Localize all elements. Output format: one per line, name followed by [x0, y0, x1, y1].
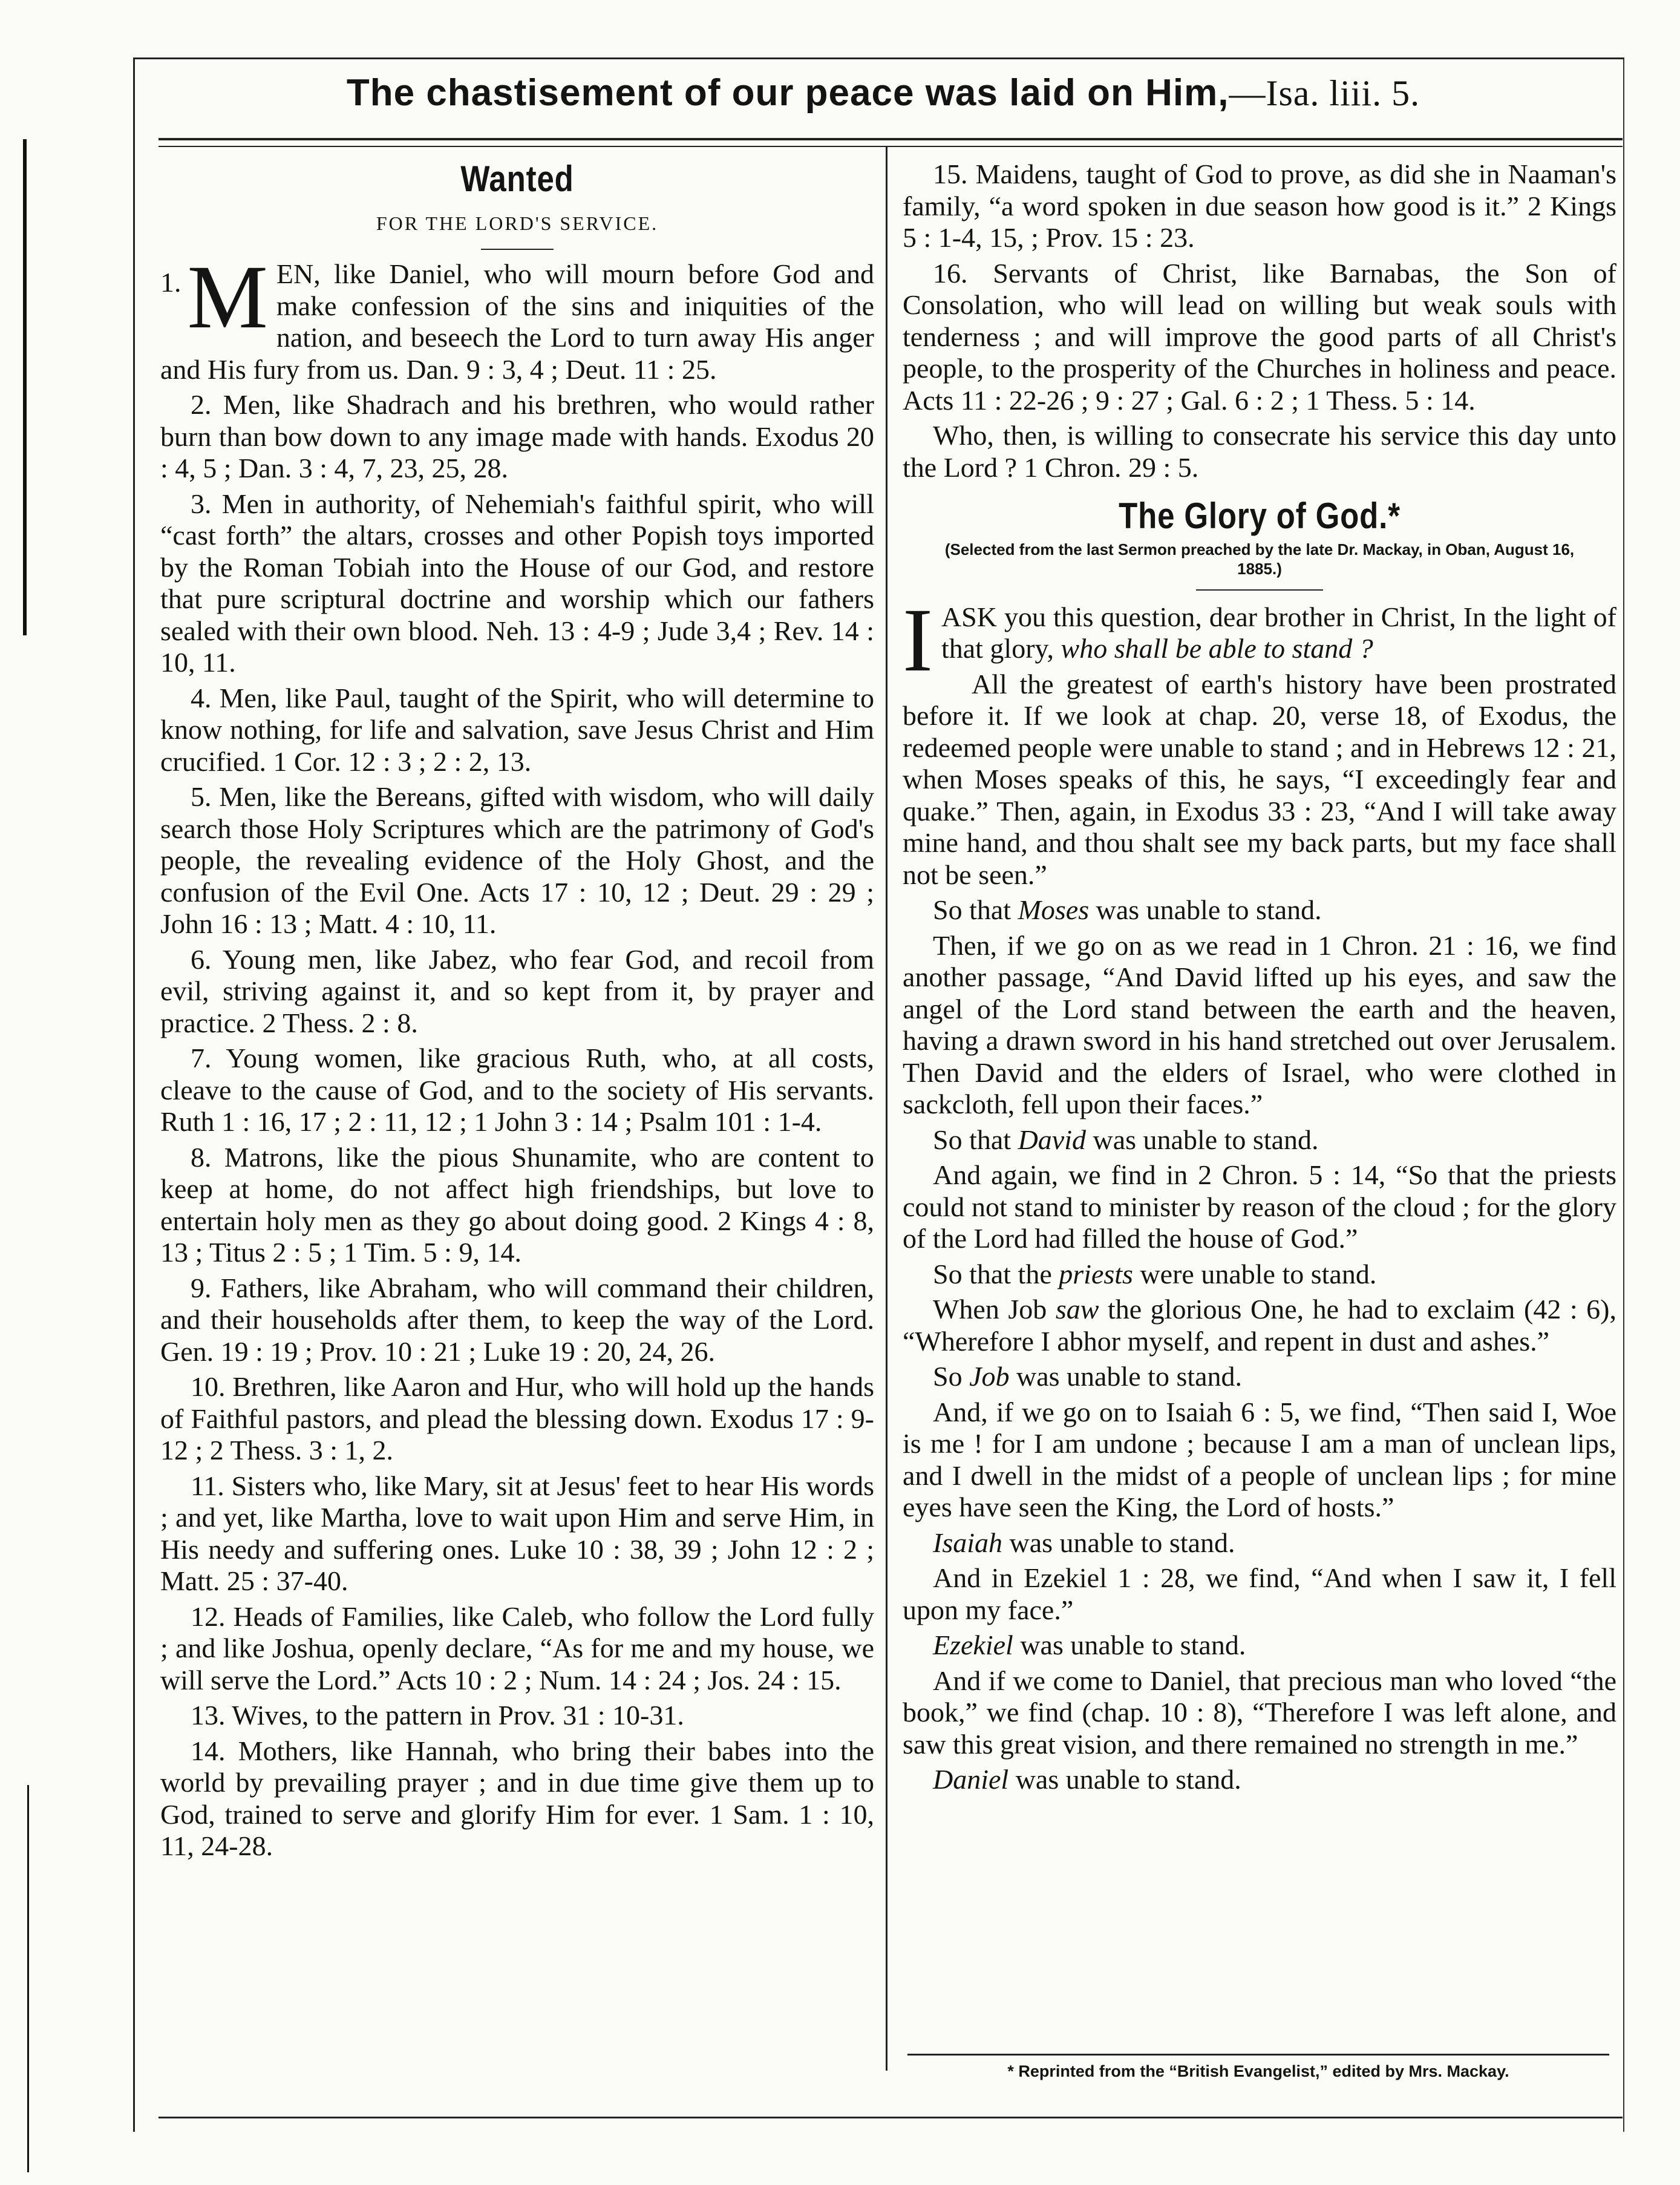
left-column [160, 159, 874, 1866]
refrain-name: David [1018, 1124, 1086, 1155]
header-reference: —Isa. liii. 5. [1229, 73, 1420, 113]
refrain-line [903, 1361, 1616, 1393]
list-item: 8. Matrons, like the pious Shunamite, who are content to keep at home, do not affect high friendships, but love to entertain holy men as they go about doing good. 2 Kings 4 : 8, 13 ; Titus 2 : 5 ; 1 Tim. 5 : 9, 14. [160, 1141, 874, 1268]
paragraph-text: ASK you this question, dear brother in Christ, In the light of that glory, [941, 601, 1616, 664]
list-item: 11. Sisters who, like Mary, sit at Jesus' feet to hear His words ; and yet, like Martha, love to wait upon Him and serve Him, in His needy and suffering ones. Luke 10 : 38, 39 ; John 12 : 2 ; Matt. 25 : 37-40. [160, 1470, 874, 1596]
drop-cap: I [903, 589, 933, 690]
refrain-post: was unable to stand. [1002, 1527, 1235, 1558]
header-rule [159, 138, 1623, 147]
list-item: 4. Men, like Paul, taught of the Spirit, who will determine to know nothing, for life and salvation, save Jesus Christ and Him crucified. 1 Cor. 12 : 3 ; 2 : 2, 13. [160, 682, 874, 777]
right-column [903, 159, 1616, 1800]
closing-question: Who, then, is willing to consecrate his service this day unto the Lord ? 1 Chron. 29 : 5. [903, 420, 1616, 483]
item-number: 1. [160, 267, 181, 298]
margin-mark [23, 139, 27, 635]
paragraph-text: When Job [933, 1294, 1056, 1325]
refrain-line [903, 894, 1616, 926]
section-subheading: FOR THE LORD'S SERVICE. [376, 212, 659, 234]
list-item: 15. Maidens, taught of God to prove, as did she in Naaman's family, “a word spoken in due season how good is it.” 2 Kings 5 : 1-4, 15, ; Prov. 15 : 23. [903, 159, 1616, 253]
refrain-line [903, 1764, 1616, 1796]
margin-mark [27, 1785, 29, 2172]
paragraph: And, if we go on to Isaiah 6 : 5, we find, “Then said I, Woe is me ! for I am undone ; because I am a man of unclean lips, and I dwell in the midst of a people of unclean lips ; for mine eyes have seen the King, the Lord of hosts.” [903, 1396, 1616, 1522]
refrain-post: were unable to stand. [1133, 1258, 1377, 1289]
paragraph [903, 589, 1616, 690]
refrain-name: Ezekiel [933, 1630, 1013, 1660]
paragraph [903, 1294, 1616, 1357]
footnote-rule [907, 2054, 1609, 2056]
refrain-line [903, 1630, 1616, 1662]
item-text: EN, like Daniel, who will mourn before God and make confession of the sins and iniquities of the nation, and beseech the Lord to turn away His anger and His fury from us. Dan. 9 : 3, 4 ; Deut. 11 : 25. [160, 258, 874, 385]
list-item: 14. Mothers, like Hannah, who bring their babes into the world by prevailing prayer ; and in due time give them up to God, trained to serve and glorify Him for ever. 1 Sam. 1 : 10, 11, 24-28. [160, 1735, 874, 1861]
list-item: 2. Men, like Shadrach and his brethren, who would rather burn than bow down to any image made with hands. Exodus 20 : 4, 5 ; Dan. 3 : 4, 7, 23, 25, 28. [160, 389, 874, 483]
emphasis-text: who shall be able to stand ? [1061, 633, 1373, 664]
section-heading-wanted: Wanted [460, 159, 574, 199]
list-item: 16. Servants of Christ, like Barnabas, the Son of Consolation, who will lead on willing but weak souls with tenderness ; and will improve the good parts of all Christ's people, to the prosperity of the Churches in holiness and peace. Acts 11 : 22-26 ; 9 : 27 ; Gal. 6 : 2 ; 1 Thess. 5 : 14. [903, 257, 1616, 416]
column-divider [886, 146, 887, 2071]
header-title-text: The chastisement of our peace was laid on Him, [346, 72, 1229, 114]
refrain-pre: So that [933, 1124, 1018, 1155]
drop-cap: M [187, 247, 268, 347]
refrain-name: Job [969, 1361, 1010, 1392]
section-heading-glory: The Glory of God.* [1119, 496, 1401, 536]
list-item: 3. Men in authority, of Nehemiah's faithful spirit, who will “cast forth” the altars, crosses and other Popish toys imported by the Roman Tobiah into the House of our God, and restore that pure scriptural doctrine and worship which our fathers sealed with their own blood. Neh. 13 : 4-9 ; Jude 3,4 ; Rev. 14 : 10, 11. [160, 488, 874, 678]
refrain-line [903, 1124, 1616, 1156]
refrain-name: Moses [1018, 894, 1090, 925]
refrain-post: was unable to stand. [1009, 1361, 1243, 1392]
emphasis-text: saw [1055, 1294, 1099, 1325]
list-item: 9. Fathers, like Abraham, who will command their children, and their households after them, to keep the way of the Lord. Gen. 19 : 19 ; Prov. 10 : 21 ; Luke 19 : 20, 24, 26. [160, 1272, 874, 1367]
paragraph-text: the glorious One, he had to exclaim (42 : 6), “Wherefore I abhor myself, and repent in dust and ashes.” [903, 1294, 1616, 1357]
list-item: 12. Heads of Families, like Caleb, who follow the Lord fully ; and like Joshua, openly declare, “As for me and my house, we will serve the Lord.” Acts 10 : 2 ; Num. 14 : 24 ; Jos. 24 : 15. [160, 1600, 874, 1695]
paragraph: And if we come to Daniel, that precious man who loved “the book,” we find (chap. 10 : 8), “Therefore I was left alone, and saw this great vision, and there remained no strength in me.” [903, 1665, 1616, 1760]
refrain-post: was unable to stand. [1089, 894, 1322, 925]
refrain-line [903, 1259, 1616, 1291]
list-item [160, 247, 874, 385]
sermon-source-note: (Selected from the last Sermon preached by the late Dr. Mackay, in Oban, August 16, 1885.) [944, 540, 1575, 578]
refrain-name: Daniel [933, 1764, 1009, 1795]
short-rule [481, 249, 554, 250]
list-item: 10. Brethren, like Aaron and Hur, who will hold up the hands of Faithful pastors, and plead the blessing down. Exodus 17 : 9-12 ; 2 Thess. 3 : 1, 2. [160, 1371, 874, 1466]
refrain-name: Isaiah [933, 1527, 1002, 1558]
paragraph: And again, we find in 2 Chron. 5 : 14, “So that the priests could not stand to minister by reason of the cloud ; for the glory of the Lord had filled the house of God.” [903, 1159, 1616, 1254]
paragraph: All the greatest of earth's history have been prostrated before it. If we look at chap. 20, verse 18, of Exodus, the redeemed people were unable to stand ; and in Hebrews 12 : 21, when Moses speaks of this, he says, “I exceedingly fear and quake.” Then, again, in Exodus 33 : 23, “And I will take away mine hand, and thou shalt see my back parts, but my face shall not be seen.” [903, 668, 1616, 890]
refrain-post: was unable to stand. [1013, 1630, 1246, 1660]
footnote: * Reprinted from the “British Evangelist,” edited by Mrs. Mackay. [1007, 2062, 1509, 2080]
refrain-pre: So that the [933, 1258, 1059, 1289]
refrain-post: was unable to stand. [1008, 1764, 1241, 1795]
paragraph: Then, if we go on as we read in 1 Chron. 21 : 16, we find another passage, “And David lifted up his eyes, and saw the angel of the Lord stand between the earth and the heaven, having a drawn sword in his hand stretched out over Jerusalem. Then David and the elders of Israel, who were clothed in sackcloth, fell upon their faces.” [903, 929, 1616, 1119]
list-item: 7. Young women, like gracious Ruth, who, at all costs, cleave to the cause of God, and to the society of His servants. Ruth 1 : 16, 17 ; 2 : 11, 12 ; 1 John 3 : 14 ; Psalm 101 : 1-4. [160, 1043, 874, 1137]
refrain-pre: So [933, 1361, 970, 1392]
paragraph: And in Ezekiel 1 : 28, we find, “And when I saw it, I fell upon my face.” [903, 1562, 1616, 1625]
refrain-name: priests [1059, 1258, 1133, 1289]
bottom-rule [159, 2117, 1623, 2118]
refrain-post: was unable to stand. [1085, 1124, 1319, 1155]
list-item: 13. Wives, to the pattern in Prov. 31 : 10-31. [191, 1700, 684, 1731]
short-rule [1196, 589, 1323, 591]
list-item: 6. Young men, like Jabez, who fear God, and recoil from evil, striving against it, and so kept from it, by prayer and practice. 2 Thess. 2 : 8. [160, 943, 874, 1038]
header-title [157, 71, 1609, 114]
refrain-pre: So that [933, 894, 1018, 925]
refrain-line [903, 1527, 1616, 1559]
list-item: 5. Men, like the Bereans, gifted with wisdom, who will daily search those Holy Scriptures which are the patrimony of God's people, the revealing evidence of the Holy Ghost, and the confusion of the Evil One. Acts 17 : 10, 12 ; Deut. 29 : 29 ; John 16 : 13 ; Matt. 4 : 10, 11. [160, 781, 874, 939]
